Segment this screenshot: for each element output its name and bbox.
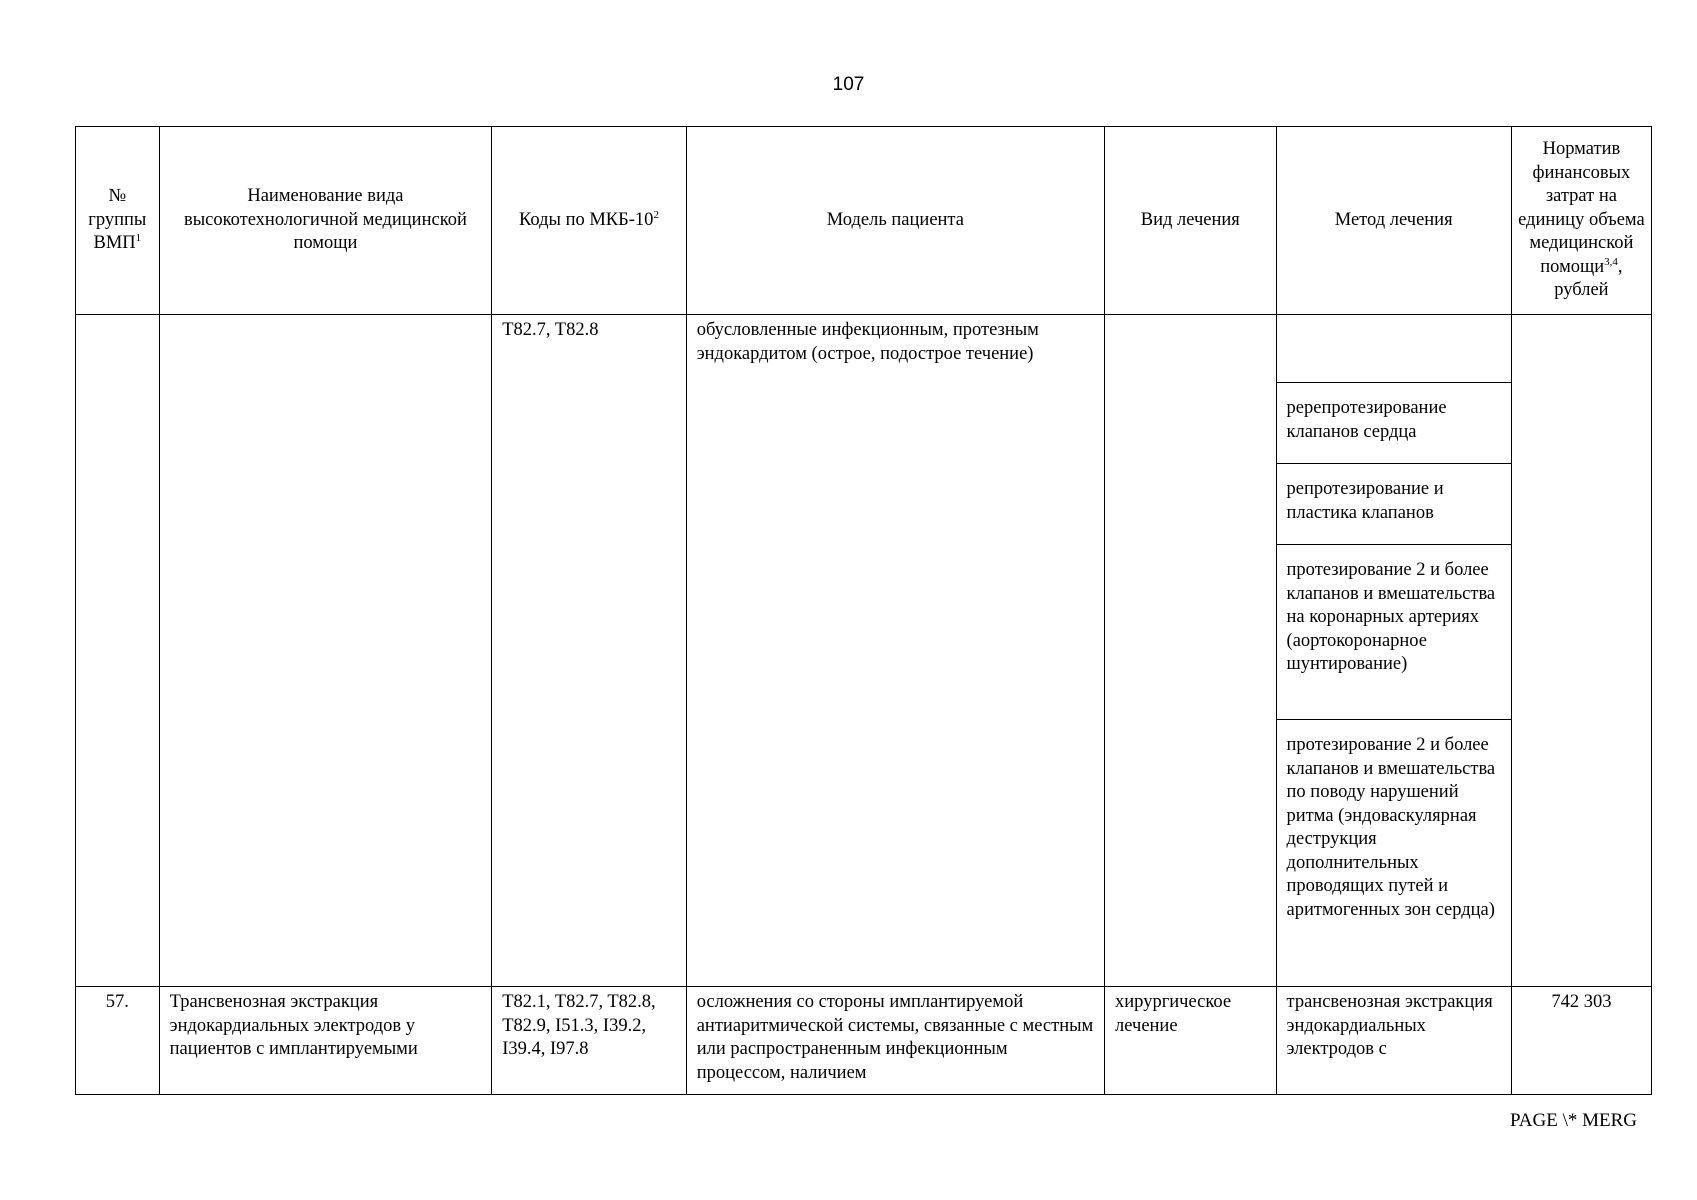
- cell-model: обусловленные инфекционным, протезным эндокардитом (острое, подострое течение): [686, 315, 1104, 987]
- cell-number: 57.: [76, 987, 160, 1095]
- cell-norm-empty: [1511, 315, 1651, 987]
- cell-model: осложнения со стороны имплантируемой антиаритмической системы, связанные с местным или распространенным инфекционным процессом, наличием: [686, 987, 1104, 1095]
- header-method: Метод лечения: [1276, 127, 1511, 315]
- page-number: 107: [832, 74, 865, 95]
- method-item: ререпротезирование клапанов сердца: [1277, 383, 1511, 464]
- cell-norm: 742 303: [1511, 987, 1651, 1095]
- method-item: протезирование 2 и более клапанов и вмешательства на коронарных артериях (аортокоронарное шунтирование): [1277, 545, 1511, 720]
- header-norm: Норматив финансовых затрат на единицу объема медицинской помощи$^{3,4}$, рублей: [1511, 127, 1651, 315]
- header-model: Модель пациента: [686, 127, 1104, 315]
- cell-codes: T82.7, T82.8: [492, 315, 687, 987]
- cell-codes: T82.1, T82.7, T82.8, T82.9, I51.3, I39.2, I39.4, I97.8: [492, 987, 687, 1095]
- method-item: репротезирование и пластика клапанов: [1277, 464, 1511, 545]
- cell-name-empty: [159, 315, 492, 987]
- header-codes: Коды по МКБ-$10^2$: [492, 127, 687, 315]
- cell-methods: [1276, 315, 1511, 987]
- method-item: протезирование 2 и более клапанов и вмешательства по поводу нарушений ритма (эндоваскулярная деструкция дополнительных проводящих путей и аритмогенных зон сердца): [1286, 735, 1496, 920]
- header-treatment-type: Вид лечения: [1105, 127, 1277, 315]
- cell-treatment-type: хирургическое лечение: [1105, 987, 1277, 1095]
- header-name: Наименование вида высокотехнологичной медицинской помощи: [159, 127, 492, 315]
- header-group-no: № группы ВМП$^1$: [76, 127, 160, 315]
- table-row-continued: [76, 315, 1652, 987]
- method-item: [1277, 315, 1511, 383]
- table-row-57: [76, 987, 1652, 1095]
- cell-method: трансвенозная экстракция эндокардиальных электродов с: [1276, 987, 1511, 1095]
- vmp-table: [75, 126, 1652, 1095]
- table-header-row: [76, 127, 1652, 315]
- cell-treatment-empty: [1105, 315, 1277, 987]
- page-field-code: PAGE \* MERG: [1509, 1110, 1637, 1131]
- cell-name: Трансвенозная экстракция эндокардиальных электродов у пациентов с имплантируемыми: [159, 987, 492, 1095]
- cell-number-empty: [76, 315, 160, 987]
